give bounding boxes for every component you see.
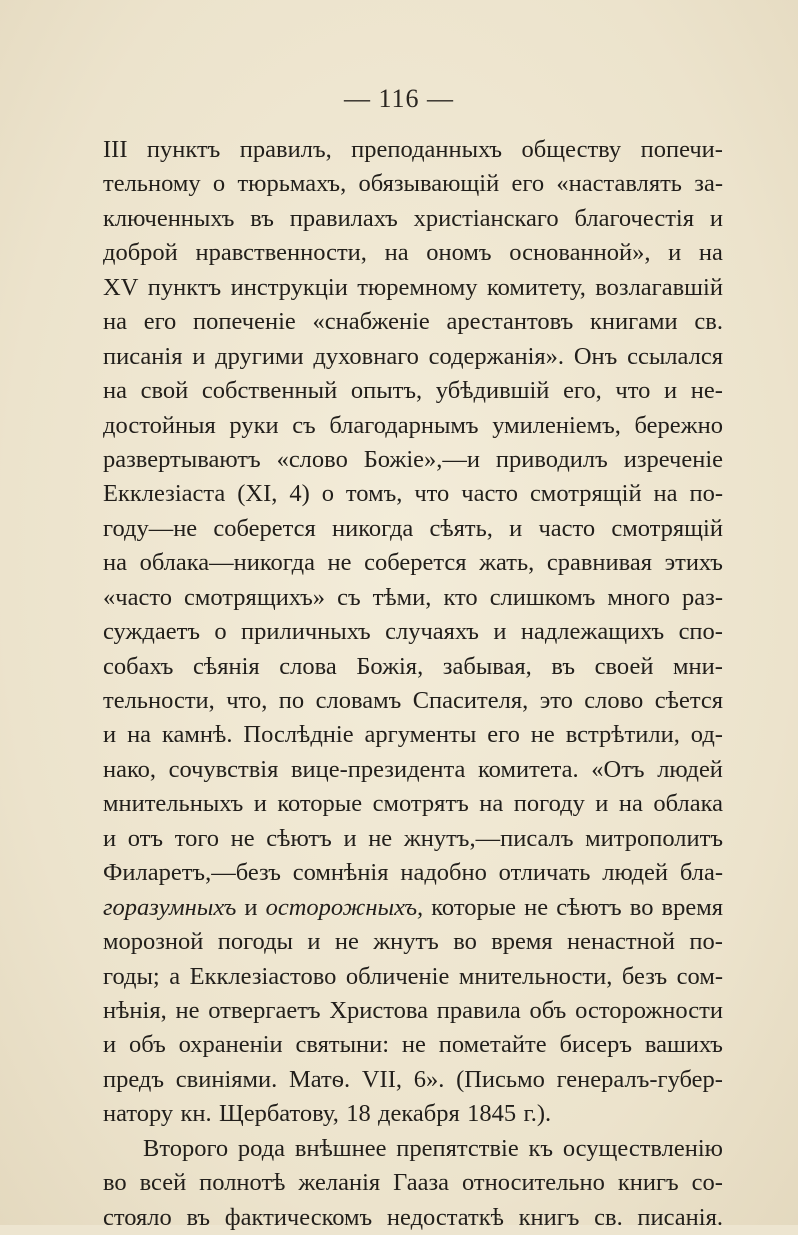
- word: желанія: [298, 1169, 381, 1197]
- word: христіанскаго: [413, 204, 559, 232]
- word: XV: [103, 273, 139, 301]
- word: бисеръ: [559, 1031, 632, 1059]
- word: и: [192, 342, 206, 370]
- word: Щербатову,: [219, 1100, 339, 1128]
- word: 1845: [467, 1100, 517, 1128]
- word: и: [668, 239, 682, 267]
- word: не: [368, 824, 393, 852]
- word: Второго: [143, 1134, 229, 1162]
- word: тюремному: [357, 273, 478, 301]
- word: смотрящихъ»: [184, 583, 326, 611]
- word: и: [509, 514, 523, 542]
- word: которые: [277, 790, 363, 818]
- word: суждаетъ: [103, 618, 200, 646]
- word: жнутъ: [373, 928, 439, 956]
- word: на: [103, 308, 127, 336]
- word: «Отъ: [591, 755, 645, 783]
- text-line: [103, 305, 723, 339]
- word: во: [629, 893, 654, 921]
- word: обличеніе: [345, 962, 450, 990]
- word: жать,: [479, 549, 535, 577]
- word: не: [327, 549, 352, 577]
- word: основанной»,: [509, 239, 651, 267]
- word: смотрящій: [611, 514, 723, 542]
- word: (Письмо: [456, 1065, 545, 1093]
- word: и: [343, 824, 357, 852]
- word: сѣется: [654, 687, 723, 714]
- word: сомнѣнія: [292, 859, 389, 887]
- word: камнѣ.: [162, 721, 233, 749]
- word: Филаретъ,—безъ: [103, 859, 281, 887]
- word: людей: [602, 859, 669, 887]
- word: а: [169, 962, 181, 990]
- word: мнительныхъ: [103, 790, 244, 818]
- word: горазумныхъ: [103, 893, 237, 921]
- word: по-: [689, 928, 723, 956]
- word: о: [321, 480, 334, 508]
- text-line: [103, 167, 723, 201]
- word: митрополитъ: [585, 824, 723, 852]
- word: въ: [551, 652, 576, 680]
- word: нравственности,: [195, 239, 367, 267]
- word: св.: [694, 308, 723, 336]
- word: вице-президента: [290, 755, 466, 783]
- word: комитету,: [486, 273, 586, 301]
- word: г.).: [523, 1100, 552, 1128]
- word: внѣшнее: [294, 1134, 387, 1162]
- word: надлежащихъ: [520, 618, 665, 646]
- word: всей: [139, 1169, 187, 1197]
- word: ссылался: [627, 342, 723, 370]
- word: не: [401, 1031, 426, 1059]
- word: много: [607, 583, 670, 611]
- word: натору: [103, 1100, 174, 1128]
- text-line: [103, 1201, 723, 1235]
- word: благочестія: [574, 204, 694, 232]
- word: не: [334, 928, 359, 956]
- text-line: [103, 1132, 723, 1166]
- word: правилъ,: [239, 136, 332, 163]
- word: безъ: [621, 962, 668, 990]
- word: умиленіемъ,: [492, 411, 621, 439]
- word: фактическомъ: [224, 1203, 373, 1231]
- word: инструкціи: [230, 273, 348, 301]
- word: и: [664, 377, 678, 405]
- word: «снабженіе: [312, 308, 430, 336]
- word: на: [103, 377, 127, 405]
- word: декабря: [378, 1100, 460, 1128]
- word: слово: [584, 687, 644, 714]
- word: обязывающій: [358, 170, 500, 198]
- word: бла-: [679, 859, 723, 887]
- word: предъ: [103, 1065, 165, 1093]
- word: къ: [528, 1134, 554, 1162]
- word: VII,: [361, 1065, 402, 1093]
- word: что: [414, 480, 450, 508]
- word: слова: [279, 652, 337, 680]
- word: которые: [431, 893, 517, 921]
- word: относительно: [461, 1169, 605, 1197]
- word: вашихъ: [644, 1031, 723, 1059]
- word: и: [103, 721, 117, 749]
- text-line: [103, 133, 723, 167]
- word: съ: [292, 411, 316, 439]
- word: руки: [229, 411, 279, 439]
- word: время: [491, 928, 553, 956]
- word: ключенныхъ: [103, 204, 235, 232]
- word: соберется: [213, 514, 316, 542]
- word: съ: [337, 583, 361, 611]
- word: его: [487, 721, 520, 749]
- word: 6».: [413, 1065, 445, 1093]
- word: въ: [250, 204, 274, 232]
- word: на: [618, 790, 643, 818]
- text-line: [103, 271, 723, 305]
- word: содержанія».: [428, 342, 565, 370]
- word: Божія,: [356, 652, 424, 680]
- word: никогда: [331, 514, 414, 542]
- word: «часто: [103, 583, 172, 611]
- word: что: [615, 377, 651, 405]
- word: это: [539, 687, 573, 714]
- word: и: [103, 824, 117, 852]
- word: погоду: [513, 790, 585, 818]
- word: мни-: [673, 652, 723, 680]
- word: генералъ-губер-: [556, 1065, 723, 1093]
- word: сравнивая: [546, 549, 653, 577]
- word: писанія.: [637, 1203, 723, 1231]
- word: охраненіи: [178, 1031, 283, 1059]
- body-text: [103, 133, 723, 1235]
- page-number: — 116 —: [343, 84, 455, 113]
- word: не: [230, 824, 255, 852]
- word: жнутъ,—писалъ: [403, 824, 574, 852]
- word: аргументы: [364, 721, 477, 749]
- word: свой: [140, 377, 189, 405]
- word: попечи-: [640, 136, 723, 163]
- word: его: [511, 170, 545, 198]
- word: Послѣдніе: [243, 721, 354, 749]
- text-line: [103, 409, 723, 443]
- word: часто: [538, 514, 596, 542]
- word: не: [175, 996, 200, 1024]
- word: осторожности: [575, 996, 723, 1024]
- word: Божіе»,—и: [363, 445, 481, 473]
- word: 18: [346, 1100, 371, 1128]
- word: смотрятъ: [372, 790, 469, 818]
- text-line: [103, 718, 723, 752]
- text-line: [103, 650, 723, 684]
- word: изреченіе: [623, 445, 723, 473]
- word: и: [103, 1031, 117, 1059]
- word: отвергаетъ: [208, 996, 321, 1024]
- word: мнительности,: [458, 962, 613, 990]
- word: приводилъ: [495, 445, 608, 473]
- word: не: [524, 893, 549, 921]
- word: рода: [237, 1134, 286, 1162]
- word: обществу: [521, 136, 622, 163]
- word: книгъ: [617, 1169, 679, 1197]
- word: доброй: [103, 239, 178, 267]
- text-line: [103, 581, 723, 615]
- text-line: [103, 925, 723, 959]
- text-line: [103, 753, 723, 787]
- word: благодарнымъ: [329, 411, 479, 439]
- word: по: [278, 687, 305, 714]
- word: комитета.: [478, 755, 579, 783]
- word: со-: [691, 1169, 723, 1197]
- word: и: [595, 790, 609, 818]
- text-line: [103, 856, 723, 890]
- text-line: [103, 615, 723, 649]
- word: «наставлять: [556, 170, 682, 198]
- word: того: [174, 824, 220, 852]
- word: осуществленію: [562, 1134, 723, 1162]
- word: отъ: [127, 824, 164, 852]
- text-line: [103, 960, 723, 994]
- word: облака: [653, 790, 723, 818]
- word: Матѳ.: [289, 1065, 351, 1093]
- word: преподанныхъ: [351, 136, 503, 163]
- word: другими: [215, 342, 304, 370]
- text-line: [103, 891, 723, 925]
- word: своей: [594, 652, 654, 680]
- word: и: [244, 893, 258, 921]
- word: часто: [461, 480, 518, 508]
- word: томъ,: [345, 480, 403, 508]
- text-line: [103, 374, 723, 408]
- word: тѣми,: [372, 583, 432, 611]
- text-line: [103, 787, 723, 821]
- word: смотрящій: [529, 480, 642, 508]
- word: морозной: [103, 928, 204, 956]
- word: од-: [690, 721, 723, 749]
- word: ономъ: [426, 239, 492, 267]
- word: стояло: [103, 1203, 172, 1231]
- word: книгами: [589, 308, 678, 336]
- word: нѣнія,: [103, 996, 167, 1024]
- word: и: [253, 790, 267, 818]
- word: писанія: [103, 342, 183, 370]
- word: Спасителя,: [412, 687, 529, 714]
- text-line: [103, 443, 723, 477]
- word: слишкомъ: [489, 583, 596, 611]
- word: пунктъ: [147, 273, 222, 301]
- word: III: [103, 136, 128, 163]
- word: раз-: [682, 583, 723, 611]
- word: словамъ: [315, 687, 402, 714]
- word: Христова: [329, 996, 429, 1024]
- word: кн.: [180, 1100, 212, 1128]
- word: время: [661, 893, 723, 921]
- text-line: [103, 822, 723, 856]
- word: въ: [186, 1203, 211, 1231]
- word: объ: [128, 1031, 166, 1059]
- word: бережно: [634, 411, 723, 439]
- word: сом-: [676, 962, 723, 990]
- word: Екклезіастово: [189, 962, 337, 990]
- word: «слово: [276, 445, 348, 473]
- word: этихъ: [664, 549, 723, 577]
- word: надобно: [400, 859, 487, 887]
- text-line: [103, 1166, 723, 1200]
- word: облака—никогда: [139, 549, 315, 577]
- text-line: [103, 236, 723, 270]
- word: о: [214, 618, 227, 646]
- word: правилахъ: [289, 204, 398, 232]
- word: встрѣтили,: [565, 721, 680, 749]
- word: сѣютъ: [556, 893, 622, 921]
- word: духовнаго: [313, 342, 419, 370]
- word: приличныхъ: [241, 618, 371, 646]
- word: пунктъ: [146, 136, 221, 163]
- word: и: [709, 204, 723, 232]
- word: за-: [694, 170, 723, 198]
- word: на: [127, 721, 152, 749]
- word: забывая,: [442, 652, 532, 680]
- word: сѣютъ: [266, 824, 332, 852]
- text-line: [103, 994, 723, 1028]
- word: и: [493, 618, 507, 646]
- word: книгъ: [518, 1203, 580, 1231]
- word: святыни:: [295, 1031, 390, 1059]
- word: его,: [563, 377, 602, 405]
- word: году—не: [103, 514, 198, 542]
- word: тюрьмахъ,: [237, 170, 347, 198]
- word: не: [530, 721, 555, 749]
- word: сочувствія: [168, 755, 279, 783]
- word: собахъ: [103, 652, 174, 680]
- word: тельному: [103, 170, 201, 198]
- word: спо-: [678, 618, 723, 646]
- word: на: [653, 480, 678, 508]
- text-line: [103, 1028, 723, 1062]
- word: Гааза: [393, 1169, 450, 1197]
- word: о: [212, 170, 226, 198]
- word: ненастной: [567, 928, 676, 956]
- word: не-: [690, 377, 723, 405]
- word: его: [143, 308, 177, 336]
- word: сѣянія: [193, 652, 260, 680]
- word: на: [384, 239, 409, 267]
- word: сѣять,: [429, 514, 493, 542]
- word: опытъ,: [350, 377, 423, 405]
- text-line: [103, 202, 723, 236]
- word: погоды: [217, 928, 294, 956]
- word: Онъ: [573, 342, 618, 370]
- word: на: [698, 239, 723, 267]
- word: 4): [289, 480, 310, 508]
- word: недостаткѣ: [386, 1203, 504, 1231]
- word: св.: [594, 1203, 623, 1231]
- word: на: [479, 790, 504, 818]
- text-line: [103, 684, 723, 718]
- word: полнотѣ: [199, 1169, 286, 1197]
- word: по-: [689, 480, 723, 508]
- word: Екклезіаста: [103, 480, 226, 508]
- word: кто: [443, 583, 478, 611]
- text-line: [103, 512, 723, 546]
- word: что,: [226, 687, 268, 714]
- text-line: [103, 477, 723, 511]
- word: соберется: [364, 549, 467, 577]
- word: осторожныхъ,: [265, 893, 424, 921]
- word: арестантовъ: [446, 308, 574, 336]
- text-line: [103, 546, 723, 580]
- word: людей: [657, 755, 723, 783]
- word: отличать: [498, 859, 591, 887]
- text-line: [103, 340, 723, 374]
- word: случаяхъ: [385, 618, 479, 646]
- word: пометайте: [438, 1031, 547, 1059]
- word: нако,: [103, 755, 157, 783]
- word: препятствіе: [396, 1134, 519, 1162]
- word: (XI,: [237, 480, 278, 508]
- word: убѣдившій: [435, 377, 550, 405]
- word: собственный: [201, 377, 338, 405]
- word: достойныя: [103, 411, 216, 439]
- word: во: [103, 1169, 127, 1197]
- word: правила: [436, 996, 521, 1024]
- word: развертываютъ: [103, 445, 261, 473]
- word: на: [103, 549, 127, 577]
- word: возлагавшій: [595, 273, 723, 301]
- word: годы;: [103, 962, 160, 990]
- text-line: [103, 1063, 723, 1097]
- word: тельности,: [103, 687, 215, 714]
- text-line: [103, 1097, 723, 1131]
- word: и: [307, 928, 321, 956]
- word: свиніями.: [175, 1065, 278, 1093]
- word: во: [453, 928, 477, 956]
- word: попеченіе: [193, 308, 296, 336]
- word: объ: [529, 996, 567, 1024]
